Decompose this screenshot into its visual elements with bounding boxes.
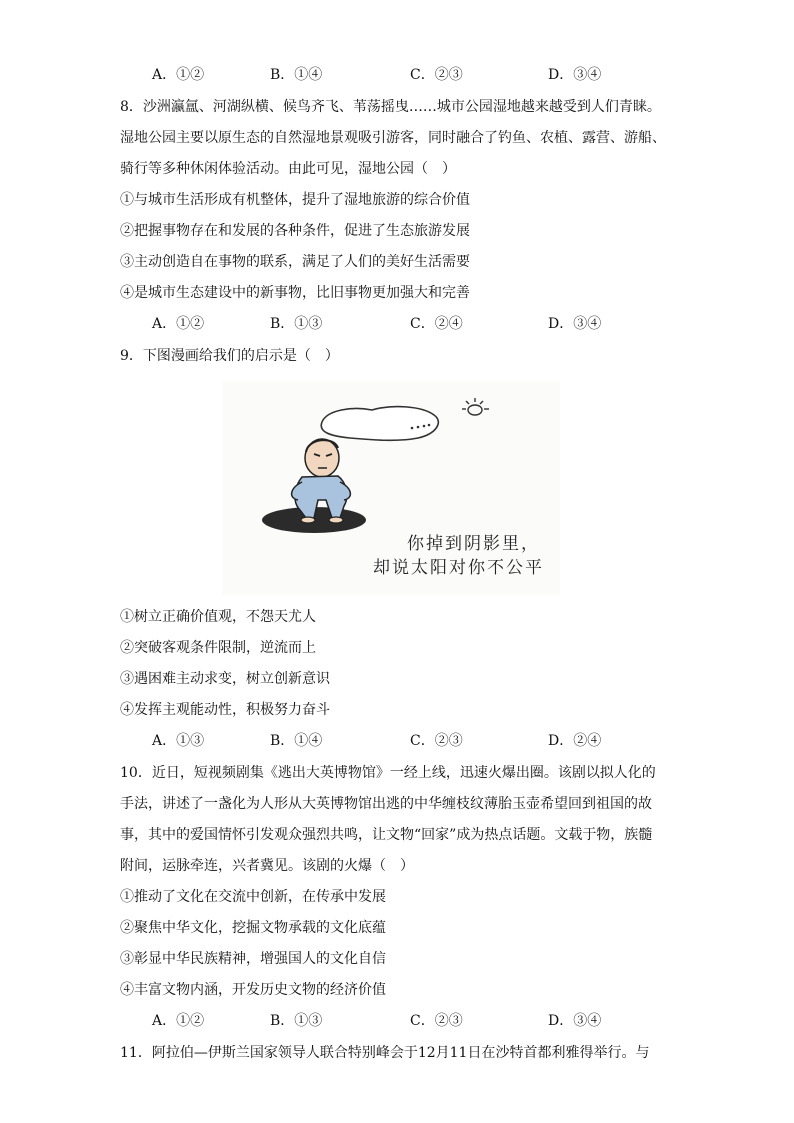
q9-options — [0, 731, 794, 751]
q10-option-a[interactable]: A．①② — [152, 1013, 205, 1029]
q9-option-a[interactable]: A．①③ — [152, 733, 205, 749]
q8-statement-3: ③主动创造自在事物的联系，满足了人们的美好生活需要 — [120, 254, 470, 270]
q7-option-d[interactable]: D．③④ — [548, 67, 602, 83]
q8-option-a[interactable]: A．①② — [152, 316, 205, 332]
q10-stem-line-1: 10．近日，短视频剧集《逃出大英博物馆》一经上线，迅速火爆出圈。该剧以拟人化的 — [120, 765, 656, 781]
q10-statement-2: ②聚焦中华文化，挖掘文物承载的文化底蕴 — [120, 920, 386, 936]
q10-options — [0, 1011, 794, 1031]
cartoon-caption-line-2: 却说太阳对你不公平 — [373, 558, 544, 578]
q8-statement-1: ①与城市生活形成有机整体，提升了湿地旅游的综合价值 — [120, 192, 470, 208]
cloud-icon — [321, 407, 438, 441]
q8-options — [0, 314, 794, 334]
q8-statement-2: ②把握事物存在和发展的各种条件，促进了生态旅游发展 — [120, 223, 470, 239]
q10-statement-1: ①推动了文化在交流中创新，在传承中发展 — [120, 889, 386, 905]
q8-option-b[interactable]: B．①③ — [270, 316, 323, 332]
q10-statement-4: ④丰富文物内涵，开发历史文物的经济价值 — [120, 982, 386, 998]
q8-statement-4: ④是城市生态建设中的新事物，比旧事物更加强大和完善 — [120, 285, 470, 301]
q7-option-c[interactable]: C．②③ — [410, 67, 463, 83]
q8-option-c[interactable]: C．②④ — [410, 316, 463, 332]
q10-option-d[interactable]: D．③④ — [548, 1013, 602, 1029]
q9-stem: 9．下图漫画给我们的启示是（ ） — [120, 348, 339, 364]
q10-option-c[interactable]: C．②③ — [410, 1013, 463, 1029]
cartoon-caption-line-1: 你掉到阴影里， — [407, 534, 540, 554]
q10-option-b[interactable]: B．①③ — [270, 1013, 323, 1029]
q9-statement-4: ④发挥主观能动性，积极努力奋斗 — [120, 702, 330, 718]
q8-stem-line-2: 湿地公园主要以原生态的自然湿地景观吸引游客，同时融合了钓鱼、农植、露营、游船、 — [120, 130, 666, 146]
q10-stem-line-4: 附间，运脉牵连，兴者冀见。该剧的火爆（ ） — [120, 858, 414, 874]
q9-statement-1: ①树立正确价值观，不怨天尤人 — [120, 609, 316, 625]
q7-options — [0, 65, 794, 85]
q7-option-a[interactable]: A．①② — [152, 67, 205, 83]
q9-option-c[interactable]: C．②③ — [410, 733, 463, 749]
q9-statement-3: ③遇困难主动求变，树立创新意识 — [120, 671, 330, 687]
q9-option-d[interactable]: D．②④ — [548, 733, 602, 749]
q11-stem-line-1: 11．阿拉伯—伊斯兰国家领导人联合特别峰会于12月11日在沙特首都利雅得举行。与 — [120, 1045, 650, 1061]
q9-option-b[interactable]: B．①④ — [270, 733, 323, 749]
q9-statement-2: ②突破客观条件限制，逆流而上 — [120, 640, 316, 656]
sun-icon — [462, 398, 489, 415]
q8-option-d[interactable]: D．③④ — [548, 316, 602, 332]
q7-option-b[interactable]: B．①④ — [270, 67, 323, 83]
cartoon-illustration — [222, 382, 560, 595]
q9-cartoon — [222, 382, 560, 595]
q10-stem-line-3: 事，其中的爱国情怀引发观众强烈共鸣，让文物“回家”成为热点话题。文载于物，族髓 — [120, 827, 653, 843]
q8-stem-line-1: 8．沙洲瀛氲、河湖纵横、候鸟齐飞、苇荡摇曳……城市公园湿地越来越受到人们青睐。 — [120, 99, 661, 115]
q10-statement-3: ③彰显中华民族精神，增强国人的文化自信 — [120, 951, 386, 967]
q8-stem-line-3: 骑行等多种休闲体验活动。由此可见，湿地公园（ ） — [120, 161, 456, 177]
q10-stem-line-2: 手法，讲述了一盏化为人形从大英博物馆出逃的中华缠枝纹薄胎玉壶希望回到祖国的故 — [120, 796, 652, 812]
